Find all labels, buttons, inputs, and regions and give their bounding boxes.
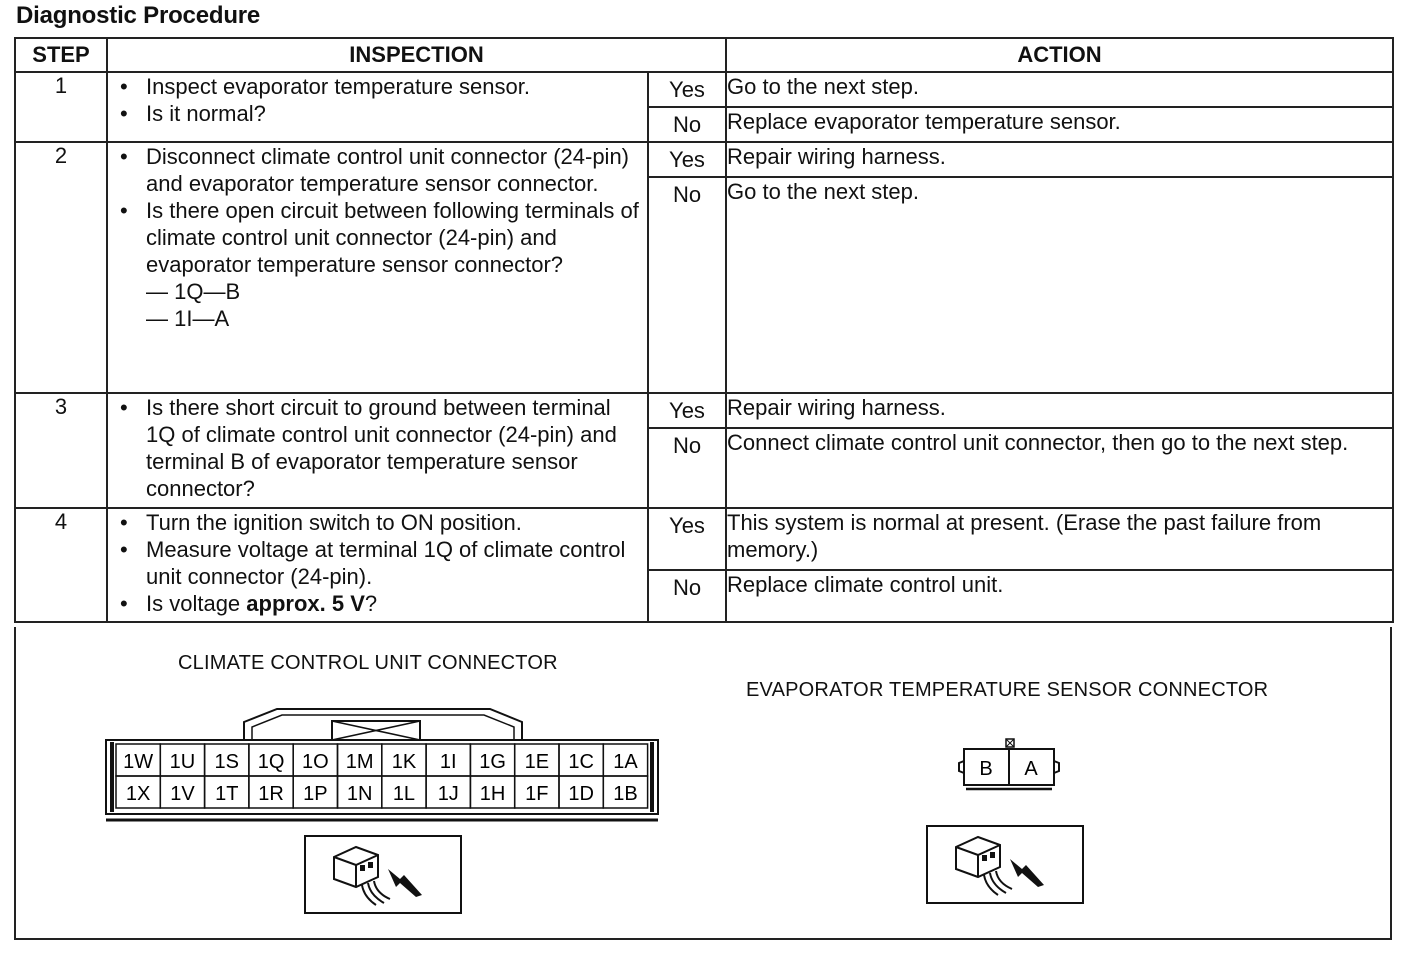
step-1-yes-row xyxy=(15,72,1393,107)
ccu-pin-label: 1O xyxy=(302,751,329,773)
evap-pin-b: B xyxy=(979,758,993,780)
ccu-pin-label: 1C xyxy=(568,751,594,773)
inspection-bullet: • Is it normal? xyxy=(146,100,643,127)
connector-probe-icon xyxy=(926,825,1084,905)
ccu-connector-label: CLIMATE CONTROL UNIT CONNECTOR xyxy=(178,652,558,674)
ccu-pin-label: 1I xyxy=(439,751,457,773)
no-action: Connect climate control unit connector, then go to the next step. xyxy=(726,428,1393,508)
diagnostic-table xyxy=(14,37,1394,623)
ccu-pin-label: 1M xyxy=(345,751,374,773)
no-label: No xyxy=(648,428,726,508)
question-prefix: Is voltage xyxy=(146,591,247,616)
yes-action: Go to the next step. xyxy=(726,72,1393,107)
no-label: No xyxy=(648,177,726,393)
ccu-pin-label: 1D xyxy=(568,783,594,805)
inspection-bullet: • Turn the ignition switch to ON position. xyxy=(146,509,643,536)
header-action: ACTION xyxy=(726,38,1393,72)
ccu-pin-label: 1K xyxy=(391,751,417,773)
yes-label: Yes xyxy=(648,72,726,107)
connector-probe-icon xyxy=(304,835,462,915)
step-number: 2 xyxy=(15,142,107,393)
header-step: STEP xyxy=(15,38,107,72)
yes-action: This system is normal at present. (Erase the past failure from memory.) xyxy=(726,508,1393,570)
no-action: Go to the next step. xyxy=(726,177,1393,393)
yes-label: Yes xyxy=(648,393,726,428)
ccu-pin-label: 1B xyxy=(613,783,638,805)
ccu-pin-label: 1T xyxy=(215,783,239,805)
step-3-inspection xyxy=(107,393,648,508)
connector-diagram-panel xyxy=(14,627,1392,940)
step-1-inspection xyxy=(107,72,648,142)
question-suffix: ? xyxy=(364,591,378,616)
terminal-pair: — 1I—A xyxy=(146,306,230,331)
step-2-yes-row xyxy=(15,142,1393,177)
yes-action: Repair wiring harness. xyxy=(726,142,1393,177)
ccu-pin-label: 1R xyxy=(258,783,284,805)
step-number: 3 xyxy=(15,393,107,508)
evap-connector-housing xyxy=(959,739,1059,789)
ccu-connector-diagram xyxy=(102,687,662,827)
ccu-pin-grid xyxy=(116,744,648,808)
evap-connector-diagram xyxy=(954,737,1064,797)
ccu-pin-label: 1Q xyxy=(257,751,285,773)
voltage-value: approx. 5 V xyxy=(246,591,365,616)
yes-label: Yes xyxy=(648,142,726,177)
ccu-pin-label: 1G xyxy=(479,751,506,773)
ccu-pin-label: 1F xyxy=(525,783,549,805)
step-number: 1 xyxy=(15,72,107,142)
ccu-pin-label: 1X xyxy=(125,783,151,805)
ccu-pin-label: 1W xyxy=(123,751,154,773)
ccu-pin-label: 1H xyxy=(479,783,506,805)
ccu-pin-label: 1S xyxy=(214,751,239,773)
ccu-pin-label: 1P xyxy=(303,783,328,805)
ccu-pin-label: 1E xyxy=(524,751,550,773)
no-label: No xyxy=(648,107,726,142)
no-label: No xyxy=(648,570,726,622)
ccu-pin-label: 1V xyxy=(170,783,195,805)
inspection-bullet xyxy=(146,590,643,617)
terminal-pair: — 1Q—B xyxy=(146,279,241,304)
header-inspection: INSPECTION xyxy=(107,38,726,72)
table-header-row xyxy=(15,38,1393,72)
yes-action: Repair wiring harness. xyxy=(726,393,1393,428)
ccu-pin-label: 1A xyxy=(613,751,638,773)
inspection-bullet: • Measure voltage at terminal 1Q of climate control unit connector (24-pin). xyxy=(146,536,643,590)
evap-pin-a: A xyxy=(1024,758,1038,780)
step-number: 4 xyxy=(15,508,107,622)
inspection-bullet: • Is there open circuit between following terminals of climate control unit connector (24-pin) and evaporator temperature sensor connector? xyxy=(146,197,643,278)
ccu-pin-label: 1U xyxy=(169,751,196,773)
step-3-yes-row xyxy=(15,393,1393,428)
ccu-pin-label: 1N xyxy=(346,783,373,805)
yes-label: Yes xyxy=(648,508,726,570)
ccu-pin-label: 1J xyxy=(437,783,459,805)
step-4-yes-row xyxy=(15,508,1393,570)
step-4-inspection xyxy=(107,508,648,622)
step-2-inspection xyxy=(107,142,648,393)
no-action: Replace evaporator temperature sensor. xyxy=(726,107,1393,142)
no-action: Replace climate control unit. xyxy=(726,570,1393,622)
inspection-bullet: • Is there short circuit to ground between terminal 1Q of climate control unit connector (24-pin) and terminal B of evaporator temperature sensor connector? xyxy=(146,394,643,502)
inspection-bullet: • Inspect evaporator temperature sensor. xyxy=(146,73,643,100)
inspection-bullet: • Disconnect climate control unit connector (24-pin) and evaporator temperature sensor connector. xyxy=(146,143,643,197)
evap-connector-label: EVAPORATOR TEMPERATURE SENSOR CONNECTOR xyxy=(746,679,1269,701)
page-title: Diagnostic Procedure xyxy=(16,2,261,29)
ccu-pin-label: 1L xyxy=(392,783,416,805)
